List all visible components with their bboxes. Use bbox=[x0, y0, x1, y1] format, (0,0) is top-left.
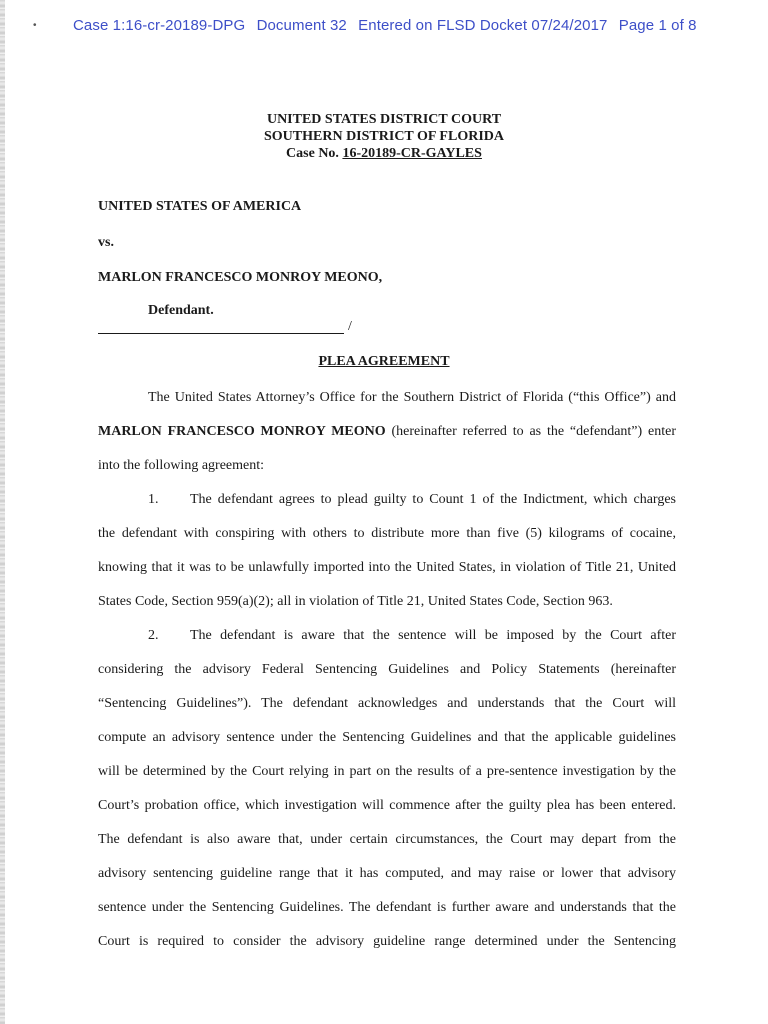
para-line: considering the advisory Federal Sentencing Guidelines and Policy Statements (hereinafter bbox=[98, 662, 676, 677]
para-line: compute an advisory sentence under the Sentencing Guidelines and that the applicable guidelines bbox=[98, 730, 676, 745]
intro-line: MARLON FRANCESCO MONROY MEONO (hereinafter referred to as the “defendant”) enter bbox=[98, 424, 676, 439]
docket-header bbox=[73, 17, 704, 34]
plaintiff: UNITED STATES OF AMERICA bbox=[98, 199, 302, 214]
para-line: The defendant is also aware that, under certain circumstances, the Court may depart from the bbox=[98, 832, 676, 847]
versus: vs. bbox=[98, 235, 114, 250]
case-number: 16-20189-CR-GAYLES bbox=[342, 146, 482, 161]
para-line: “Sentencing Guidelines”). The defendant acknowledges and understands that the Court will bbox=[98, 696, 676, 711]
para-number: 1. bbox=[148, 492, 159, 507]
defendant-name-inline: MARLON FRANCESCO MONROY MEONO bbox=[98, 424, 386, 439]
intro-line: The United States Attorney’s Office for the Southern District of Florida (“this Office”) and bbox=[148, 390, 676, 405]
para-line: Court’s probation office, which investigation will commence after the guilty plea has been entered. bbox=[98, 798, 676, 813]
para-line: States Code, Section 959(a)(2); all in violation of Title 21, United States Code, Section 963. bbox=[98, 594, 613, 609]
caption-rule bbox=[98, 333, 344, 334]
scan-mark: • bbox=[33, 20, 37, 31]
document-title: PLEA AGREEMENT bbox=[318, 354, 450, 369]
para-line: sentence under the Sentencing Guidelines. The defendant is further aware and understands that the bbox=[98, 900, 676, 915]
case-prefix: Case No. bbox=[286, 146, 339, 161]
docket-entry: Entered on FLSD Docket 07/24/2017 bbox=[358, 17, 608, 34]
para-line: the defendant with conspiring with others to distribute more than five (5) kilograms of cocaine, bbox=[98, 526, 676, 541]
document-number: Document 32 bbox=[256, 17, 347, 34]
case-id: Case 1:16-cr-20189-DPG bbox=[73, 17, 246, 34]
paragraph-1 bbox=[98, 483, 676, 619]
para-line: 1. The defendant agrees to plead guilty to Count 1 of the Indictment, which charges bbox=[98, 483, 676, 517]
para-line: 2. The defendant is aware that the sentence will be imposed by the Court after bbox=[98, 619, 676, 653]
caption-slash: / bbox=[348, 319, 352, 334]
defendant-name: MARLON FRANCESCO MONROY MEONO, bbox=[98, 270, 383, 285]
para-number: 2. bbox=[148, 628, 159, 643]
case-number-line bbox=[0, 145, 768, 162]
court-district: SOUTHERN DISTRICT OF FLORIDA bbox=[264, 129, 504, 144]
court-heading bbox=[0, 111, 768, 162]
intro-line: into the following agreement: bbox=[98, 458, 265, 473]
page-count: Page 1 of 8 bbox=[618, 17, 697, 34]
para-line: advisory sentencing guideline range that it has computed, and may raise or lower that advisory bbox=[98, 866, 676, 881]
court-name: UNITED STATES DISTRICT COURT bbox=[266, 112, 502, 127]
para-line: knowing that it was to be unlawfully imported into the United States, in violation of Title 21, United bbox=[98, 560, 676, 575]
paragraph-2 bbox=[98, 619, 676, 959]
intro-paragraph bbox=[98, 381, 676, 483]
para-line: Court is required to consider the advisory guideline range determined under the Sentencing bbox=[98, 934, 676, 949]
defendant-label: Defendant. bbox=[148, 303, 214, 318]
para-line: will be determined by the Court relying in part on the results of a pre-sentence investigation by the bbox=[98, 764, 676, 779]
